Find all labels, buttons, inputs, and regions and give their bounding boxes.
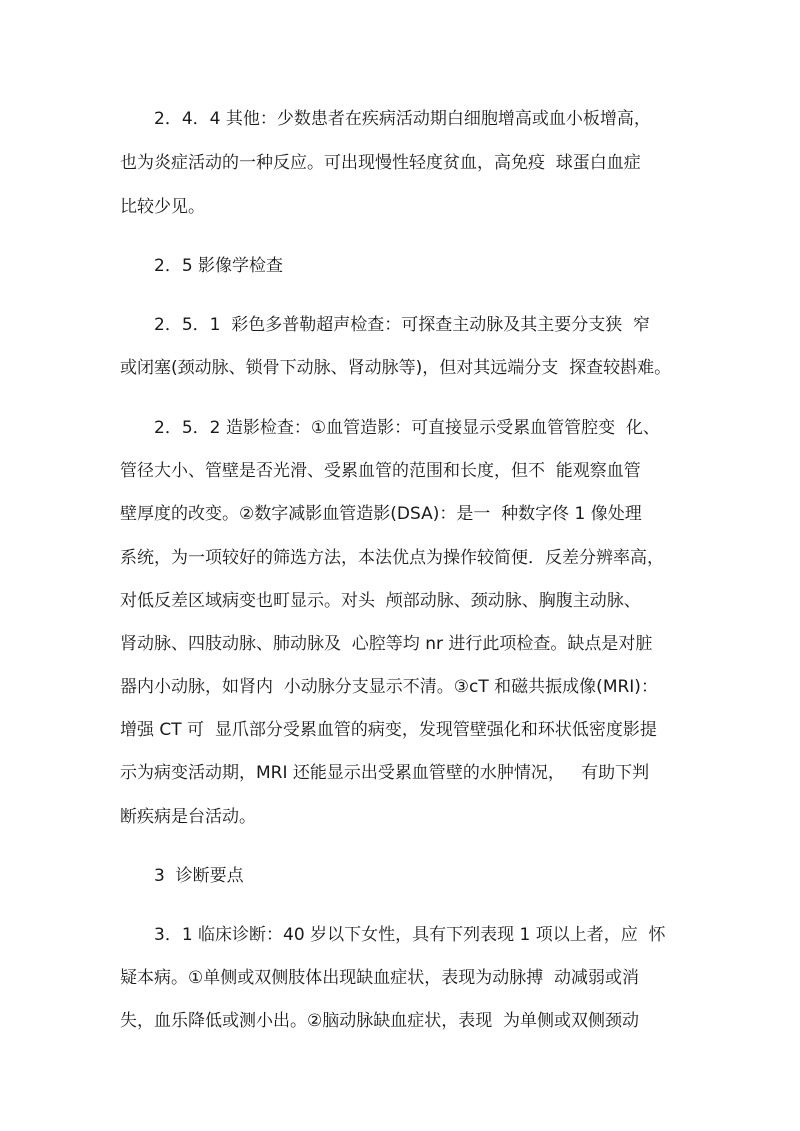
paragraph-2-4-4-line-3: 比较少见。 [120, 197, 205, 217]
paragraph-2-5-2-line-6: 肾动脉、四肢动脉、肺动脉及 心腔等均 nr 进行此项检查。缺点是对脏 [120, 634, 653, 654]
paragraph-2-5-1-line-1: 2．5．1 彩色多普勒超声检查：可探查主动脉及其主要分支狭 窄 [154, 315, 651, 335]
paragraph-2-5-2-line-10: 断疾病是台活动。 [120, 807, 256, 827]
section-heading-2-5: 2．5 影像学检查 [154, 256, 284, 276]
paragraph-2-5-1-line-2: 或闭塞(颈动脉、锁骨下动脉、肾动脉等)，但对其远端分支 探查较斟难。 [120, 358, 672, 378]
section-heading-3: 3 诊断要点 [154, 866, 244, 886]
paragraph-2-5-2-line-7: 器内小动脉，如肾内 小动脉分支显示不清。③cT 和磁共振成像(MRI)： [120, 677, 658, 697]
paragraph-2-4-4-line-1: 2．4．4 其他：少数患者在疾病活动期白细胞增高或血小板增高， [154, 109, 651, 129]
paragraph-2-4-4-line-2: 也为炎症活动的一种反应。可出现慢性轻度贫血，高免疫 球蛋白血症 [120, 153, 641, 173]
paragraph-3-1-line-1: 3．1 临床诊断：40 岁以下女性，具有下列表现 1 项以上者，应 怀 [154, 925, 666, 945]
paragraph-2-5-2-line-3: 壁厚度的改变。②数字减影血管造影(DSA)：是一 种数字佟 1 像处理 [120, 504, 642, 524]
paragraph-3-1-line-2: 疑本病。①单侧或双侧肢体出现缺血症状，表现为动脉搏 动减弱或消 [120, 968, 640, 988]
paragraph-3-1-line-3: 失，血乐降低或测小出。②脑动脉缺血症状，表现 为单侧或双侧颈动 [120, 1011, 640, 1031]
paragraph-2-5-2-line-9: 示为病变活动期，MRI 还能显示出受累血管壁的水肿情况， 有助下判 [120, 763, 650, 783]
paragraph-2-5-2-line-4: 系统，为一项较好的筛选方法，本法优点为操作较简便．反差分辨率高， [120, 548, 664, 568]
paragraph-2-5-2-line-1: 2．5．2 造影检查：①血管造影：可直接显示受累血管管腔变 化、 [154, 418, 660, 438]
paragraph-2-5-2-line-5: 对低反差区域病变也町显示。对头 颅部动脉、颈动脉、胸腹主动脉、 [120, 591, 641, 611]
paragraph-2-5-2-line-8: 增强 CT 可 显爪部分受累血管的病变，发现管壁强化和环状低密度影提 [120, 720, 657, 740]
paragraph-2-5-2-line-2: 管径大小、管壁是否光滑、受累血管的范围和长度，但不 能观察血管 [120, 461, 641, 481]
